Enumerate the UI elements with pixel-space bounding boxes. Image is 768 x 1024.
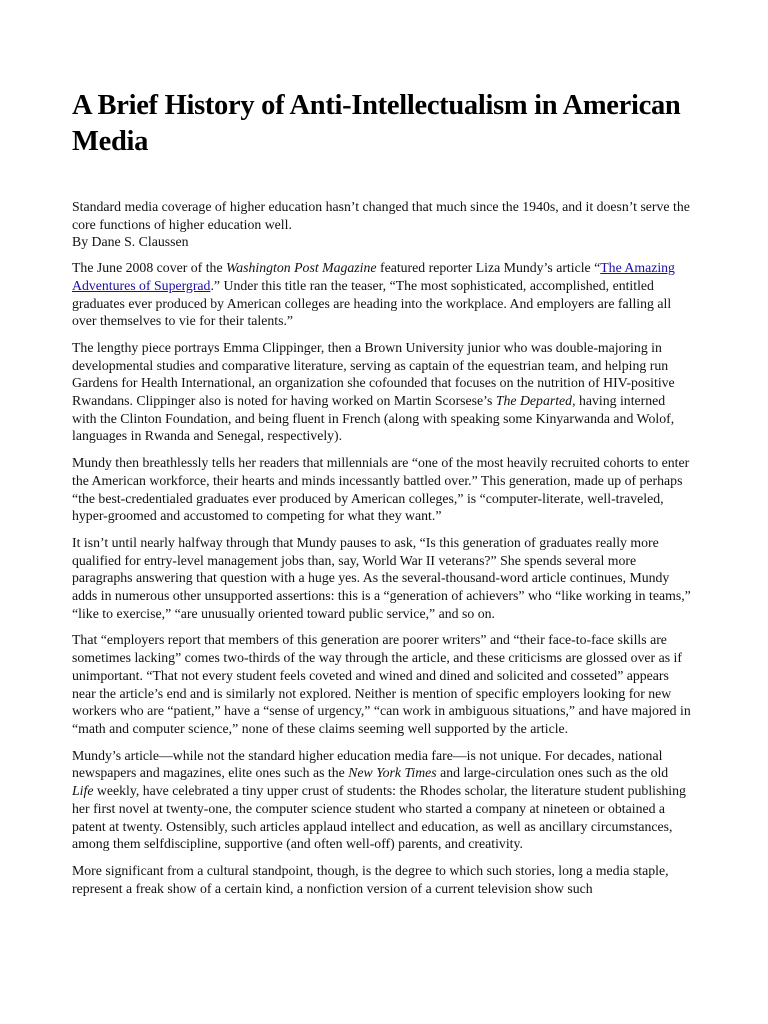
paragraph-6-text-a: Mundy’s article—while not the standard higher education media fare—is not unique. For decades, national newspapers and magazines, elite ones such as the	[72, 747, 663, 781]
paragraph-1-text-d: .” Under this title ran the teaser, “The most sophisticated, accomplished, entitled graduates ever produced by American colleges are heading into the workplace. And employers are falling all over themselves to vie for their talents.”	[72, 277, 672, 329]
paragraph-1-text-a: The June 2008 cover of the	[72, 260, 227, 276]
article-subtitle: Standard media coverage of higher education hasn’t changed that much since the 1940s, and it doesn’t serve the core functions of higher education well.	[72, 199, 690, 232]
paragraph-6-text-e: weekly, have celebrated a tiny upper crust of students: the Rhodes scholar, the literature student publishing her first novel at twenty-one, the computer science student who started a company at nineteen or obtained a patent at twenty. Ostensibly, such articles applaud intellect and education, as well as ancillary circumstances, among them selfdiscipline, supportive (and often well-off) parents, and creativity.	[72, 783, 686, 852]
paragraph-1	[72, 259, 692, 330]
publication-name: Washington Post Magazine	[226, 260, 377, 276]
paragraph-6	[72, 747, 692, 853]
paragraph-2	[72, 339, 692, 445]
paragraph-6-text-c: and large-circulation ones such as the old	[436, 765, 669, 781]
paragraph-3: Mundy then breathlessly tells her readers that millennials are “one of the most heavily recruited cohorts to enter the American workforce, their hearts and minds incessantly battled over.” This generation, made up of perhaps “the best-credentialed graduates ever produced by American colleges,” is “computer-literate, well-traveled, hyper-groomed and accustomed to competing for what they want.”	[72, 455, 690, 524]
paragraph-4: It isn’t until nearly halfway through that Mundy pauses to ask, “Is this generation of graduates really more qualified for entry-level management jobs than, say, World War II veterans?” She spends several more paragraphs answering that question with a huge yes. As the several-thousand-word article continues, Mundy adds in numerous other unsupported assertions: this is a “generation of achievers” who “like working in teams,” “like to exercise,” “are unusually oriented toward public service,” and so on.	[72, 534, 691, 621]
supergrad-article-link[interactable]: The Amazing Adventures of Supergrad	[72, 260, 675, 293]
paragraph-5: That “employers report that members of this generation are poorer writers” and “their face-to-face skills are sometimes lacking” comes two-thirds of the way through the article, and these criticisms are glossed over as if unimportant. “That not every student feels coveted and wined and dined and solicited and cosseted” appears near the article’s end and is similarly not explored. Neither is mention of specific employers looking for new workers who are “patient,” have a “sense of urgency,” “can work in ambiguous situations,” and have majored in “math and computer science,” none of these claims seeming well supported by the article.	[72, 632, 691, 736]
article-title: A Brief History of Anti-Intellectualism in American Media	[72, 90, 681, 157]
newspaper-name: New York Times	[348, 765, 437, 781]
article-byline: By Dane S. Claussen	[72, 234, 189, 250]
paragraph-7: More significant from a cultural standpoint, though, is the degree to which such stories, long a media staple, represent a freak show of a certain kind, a nonfiction version of a current television show such	[72, 862, 669, 896]
paragraph-2-text-a: The lengthy piece portrays Emma Clippinger, then a Brown University junior who was double-majoring in developmental studies and comparative literature, serving as captain of the equestrian team, and helping run Gardens for Health International, an organization she cofounded that focuses on the nutrition of HIV-positive Rwandans. Clippinger also is noted for having worked on Martin Scorsese’s	[72, 339, 675, 409]
paragraph-1-text-c: featured reporter Liza Mundy’s article “	[376, 260, 601, 276]
article-intro	[72, 198, 692, 251]
document-page	[72, 88, 692, 907]
film-title: The Departed	[495, 393, 573, 409]
paragraph-2-text-c: , having interned with the Clinton Foundation, and being fluent in French (along with speaking some Kinyarwanda and Wolof, languages in Rwanda and Senegal, respectively).	[72, 393, 675, 444]
magazine-name: Life	[72, 783, 94, 799]
article-body	[72, 198, 692, 898]
